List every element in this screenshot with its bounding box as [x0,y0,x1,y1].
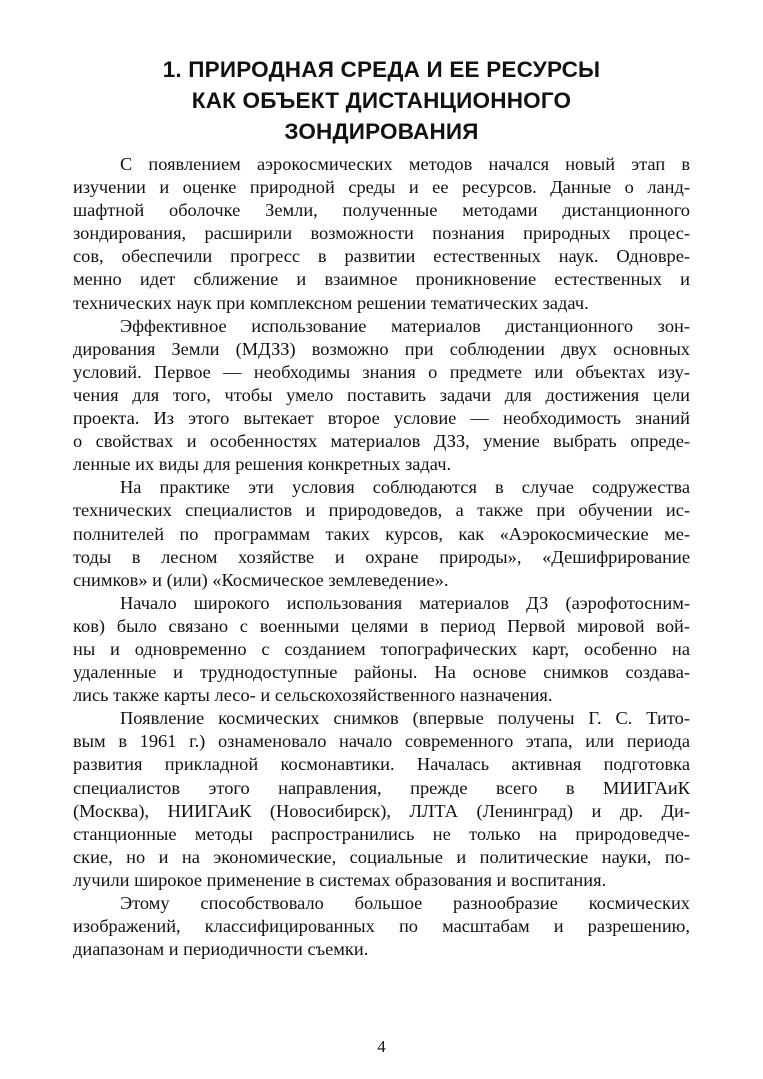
text-line: технических наук при комплексном решении тематических задач. [73,292,589,313]
text-line: С появлением аэрокосмических методов начался новый этап в [120,154,690,174]
paragraph-4 [73,592,690,707]
chapter-title-line: 1. ПРИРОДНАЯ СРЕДА И ЕЕ РЕСУРСЫ [162,57,601,82]
text-line: изучении и оценке природной среды и ее ресурсов. Данные о ланд- [73,177,690,198]
page-number: 4 [377,1037,386,1056]
text-line: развития прикладной космонавтики. Началась активная подготовка [73,754,690,775]
text-line: снимков» и (или) «Космическое землеведение». [73,569,449,590]
chapter-title [60,54,703,147]
text-line: вым в 1961 г.) ознаменовало начало современного этапа, или периода [73,731,690,752]
text-line: Начало широкого использования материалов ДЗ (аэрофотосним- [120,592,690,613]
chapter-body [73,153,690,961]
paragraph-3 [73,476,690,591]
chapter-title-line: ЗОНДИРОВАНИЯ [284,119,479,144]
text-line: шафтной оболочке Земли, полученные методами дистанционного [73,200,690,221]
text-line: станционные методы распространились не только на природоведче- [73,823,690,844]
text-line: ские, но и на экономические, социальные и политические науки, по- [73,846,690,867]
text-line: о свойствах и особенностях материалов ДЗЗ, умение выбрать опреде- [73,431,690,452]
paragraph-5 [73,707,690,892]
text-line: менно идет сближение и взаимное проникновение естественных и [73,269,690,290]
paragraph-2 [73,315,690,477]
chapter-title-line: КАК ОБЪЕКТ ДИСТАНЦИОННОГО [191,88,572,113]
text-line: условий. Первое — необходимы знания о предмете или объектах изу- [73,361,690,382]
text-line: проекта. Из этого вытекает второе условие — необходимость знаний [73,408,690,429]
text-line: Появление космических снимков (впервые получены Г. С. Тито- [120,708,690,729]
paragraph-1 [73,153,690,315]
text-line: ленные их виды для решения конкретных задач. [73,454,452,475]
text-line: Этому способствовало большое разнообразие космических [120,893,690,913]
text-line: На практике эти условия соблюдаются в случае содружества [120,477,690,498]
text-line: тоды в лесном хозяйстве и охране природы», «Дешифрирование [73,546,690,567]
text-line: ков) было связано с военными целями в период Первой мировой вой- [73,615,690,636]
text-line: (Москва), НИИГАиК (Новосибирск), ЛЛТА (Ленинград) и др. Ди- [73,800,690,821]
text-line: чения для того, чтобы умело поставить задачи для достижения цели [73,384,690,405]
text-line: Эффективное использование материалов дистанционного зон- [120,315,690,336]
text-line: сов, обеспечили прогресс в развитии естественных наук. Одновре- [73,246,690,267]
text-line: специалистов этого направления, прежде всего в МИИГАиК [73,777,690,798]
text-line: лись также карты лесо- и сельскохозяйственного назначения. [73,685,553,706]
text-line: полнителей по программам таких курсов, как «Аэрокосмические ме- [73,523,690,544]
text-line: лучили широкое применение в системах образования и воспитания. [73,869,607,890]
text-line: ны и одновременно с созданием топографических карт, особенно на [73,638,690,659]
text-line: диапазонам и периодичности съемки. [73,939,369,960]
text-line: изображений, классифицированных по масштабам и разрешению, [73,916,690,937]
text-line: удаленные и труднодоступные районы. На основе снимков создава- [73,662,690,683]
text-line: зондирования, расширили возможности познания природных процес- [73,223,690,244]
text-line: технических специалистов и природоведов, а также при обучении ис- [73,500,690,521]
text-line: дирования Земли (МДЗЗ) возможно при соблюдении двух основных [73,338,690,359]
paragraph-6 [73,892,690,961]
